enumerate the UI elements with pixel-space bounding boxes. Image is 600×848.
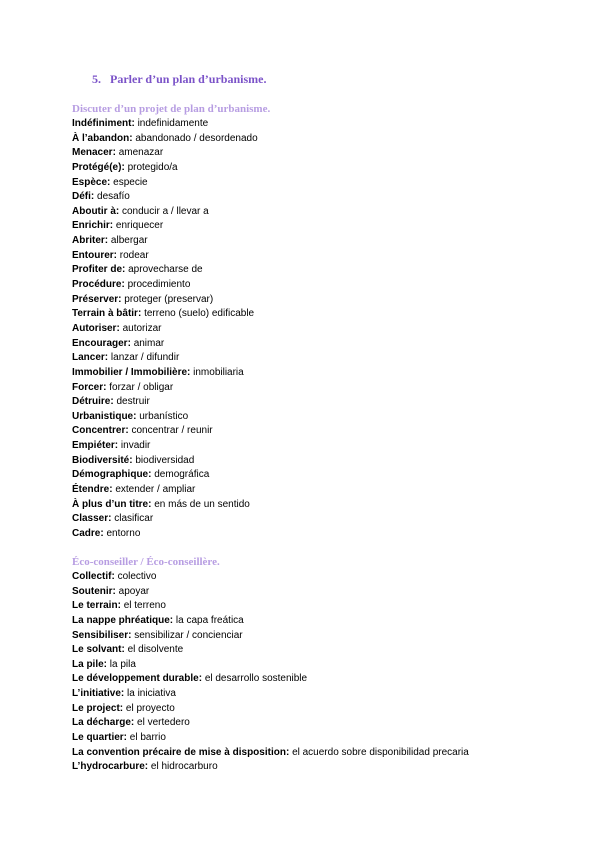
- vocabulary-entry: [72, 454, 592, 469]
- entry-translation: demográfica: [154, 469, 210, 481]
- entry-term: Le développement durable:: [72, 673, 203, 685]
- entry-translation: la iniciativa: [127, 688, 176, 700]
- entry-translation: clasificar: [114, 513, 154, 525]
- entry-term: Autoriser:: [72, 322, 120, 334]
- vocabulary-entry: [72, 585, 592, 600]
- vocabulary-entry: [72, 658, 592, 673]
- entry-term: Menacer:: [72, 147, 116, 159]
- entry-term: Biodiversité:: [72, 454, 133, 466]
- entry-term: Le solvant:: [72, 644, 125, 656]
- vocabulary-list: [72, 570, 592, 775]
- vocabulary-entry: [72, 760, 592, 775]
- vocabulary-section-eco-advisor: [72, 554, 592, 775]
- entry-translation: inmobiliaria: [193, 366, 244, 378]
- entry-translation: desafío: [97, 191, 130, 203]
- vocabulary-list: [72, 117, 592, 542]
- section-title: Discuter d’un projet de plan d’urbanisme.: [72, 103, 271, 115]
- entry-term: À l’abandon:: [72, 132, 133, 144]
- vocabulary-entry: [72, 731, 592, 746]
- vocabulary-entry: [72, 716, 592, 731]
- section-title: Éco-conseiller / Éco-conseillère.: [72, 556, 220, 568]
- vocabulary-entry: [72, 512, 592, 527]
- entry-term: Détruire:: [72, 396, 114, 408]
- entry-term: Préserver:: [72, 293, 122, 305]
- entry-translation: el vertedero: [137, 717, 190, 729]
- entry-translation: el barrio: [129, 732, 166, 744]
- entry-translation: indefinidamente: [137, 118, 209, 129]
- vocabulary-entry: [72, 410, 592, 425]
- vocabulary-entry: [72, 263, 592, 278]
- entry-term: Sensibiliser:: [72, 629, 132, 641]
- entry-term: Étendre:: [72, 484, 113, 496]
- vocabulary-entry: [72, 527, 592, 542]
- vocabulary-entry: [72, 439, 592, 454]
- entry-translation: protegido/a: [127, 161, 178, 173]
- vocabulary-entry: [72, 614, 592, 629]
- vocabulary-entry: [72, 337, 592, 352]
- vocabulary-entry: [72, 687, 592, 702]
- entry-translation: colectivo: [117, 571, 157, 582]
- entry-term: Forcer:: [72, 381, 107, 393]
- entry-translation: invadir: [120, 440, 151, 452]
- entry-translation: urbanístico: [139, 410, 189, 422]
- entry-translation: lanzar / difundir: [110, 352, 180, 364]
- entry-term: Le quartier:: [72, 732, 128, 744]
- entry-term: Le terrain:: [72, 600, 121, 612]
- entry-translation: el terreno: [123, 600, 166, 612]
- vocabulary-entry: [72, 629, 592, 644]
- vocabulary-entry: [72, 249, 592, 264]
- entry-term: La pile:: [72, 658, 108, 670]
- vocabulary-entry: [72, 322, 592, 337]
- entry-translation: concentrar / reunir: [131, 425, 213, 437]
- entry-translation: en más de un sentido: [154, 498, 250, 510]
- entry-term: Terrain à bâtir:: [72, 308, 142, 320]
- vocabulary-entry: [72, 746, 592, 761]
- entry-term: Collectif:: [72, 571, 115, 582]
- heading-number: 5.: [92, 72, 101, 86]
- vocabulary-entry: [72, 234, 592, 249]
- entry-translation: rodear: [119, 249, 149, 261]
- entry-translation: la pila: [109, 658, 136, 670]
- vocabulary-entry: [72, 205, 592, 220]
- entry-term: Aboutir à:: [72, 205, 120, 217]
- vocabulary-entry: [72, 424, 592, 439]
- vocabulary-entry: [72, 219, 592, 234]
- entry-term: Le project:: [72, 702, 124, 714]
- entry-translation: la capa freática: [175, 614, 244, 626]
- entry-translation: procedimiento: [127, 279, 191, 291]
- vocabulary-entry: [72, 351, 592, 366]
- entry-translation: albergar: [110, 235, 148, 247]
- entry-translation: extender / ampliar: [115, 484, 196, 496]
- entry-term: À plus d’un titre:: [72, 498, 152, 510]
- entry-term: Abriter:: [72, 235, 109, 247]
- entry-translation: el desarrollo sostenible: [204, 673, 308, 685]
- entry-translation: el disolvente: [127, 644, 184, 656]
- vocabulary-entry: [72, 366, 592, 381]
- entry-translation: el hidrocarburo: [150, 761, 218, 773]
- vocabulary-entry: [72, 643, 592, 658]
- entry-term: Soutenir:: [72, 585, 116, 597]
- vocabulary-entry: [72, 702, 592, 717]
- entry-term: L’initiative:: [72, 688, 125, 700]
- entry-term: Espèce:: [72, 176, 111, 188]
- entry-term: Empiéter:: [72, 440, 119, 452]
- entry-translation: amenazar: [118, 147, 164, 159]
- vocabulary-entry: [72, 293, 592, 308]
- entry-translation: proteger (preservar): [124, 293, 214, 305]
- vocabulary-entry: [72, 161, 592, 176]
- vocabulary-entry: [72, 146, 592, 161]
- vocabulary-entry: [72, 132, 592, 147]
- vocabulary-entry: [72, 278, 592, 293]
- entry-term: Classer:: [72, 513, 112, 525]
- vocabulary-entry: [72, 570, 592, 585]
- entry-term: Enrichir:: [72, 220, 114, 232]
- entry-term: La décharge:: [72, 717, 135, 729]
- entry-translation: biodiversidad: [135, 454, 195, 466]
- entry-term: Défi:: [72, 191, 95, 203]
- entry-translation: aprovecharse de: [128, 264, 203, 276]
- entry-translation: autorizar: [122, 322, 162, 334]
- entry-term: Lancer:: [72, 352, 109, 364]
- entry-term: Cadre:: [72, 527, 104, 539]
- entry-term: Entourer:: [72, 249, 117, 261]
- vocabulary-entry: [72, 117, 592, 132]
- entry-translation: terreno (suelo) edificable: [144, 308, 255, 320]
- vocabulary-entry: [72, 381, 592, 396]
- vocabulary-entry: [72, 176, 592, 191]
- entry-term: La nappe phréatique:: [72, 614, 174, 626]
- entry-term: Protégé(e):: [72, 161, 125, 173]
- entry-translation: sensibilizar / concienciar: [134, 629, 243, 641]
- entry-term: Profiter de:: [72, 264, 126, 276]
- entry-translation: conducir a / llevar a: [122, 205, 209, 217]
- entry-translation: el acuerdo sobre disponibilidad precaria: [292, 746, 469, 758]
- entry-term: L’hydrocarbure:: [72, 761, 149, 773]
- entry-translation: abandonado / desordenado: [135, 132, 258, 144]
- vocabulary-entry: [72, 468, 592, 483]
- entry-term: Urbanistique:: [72, 410, 137, 422]
- vocabulary-entry: [72, 395, 592, 410]
- vocabulary-section-urban-plan: [72, 101, 592, 542]
- vocabulary-entry: [72, 599, 592, 614]
- entry-term: La convention précaire de mise à disposition:: [72, 746, 290, 758]
- page-heading: [92, 72, 266, 87]
- entry-term: Encourager:: [72, 337, 131, 349]
- entry-term: Concentrer:: [72, 425, 129, 437]
- vocabulary-entry: [72, 190, 592, 205]
- entry-term: Indéfiniment:: [72, 118, 135, 129]
- entry-translation: entorno: [106, 527, 141, 539]
- entry-term: Démographique:: [72, 469, 152, 481]
- entry-translation: animar: [133, 337, 165, 349]
- entry-translation: forzar / obligar: [109, 381, 174, 393]
- vocabulary-entry: [72, 672, 592, 687]
- vocabulary-entry: [72, 307, 592, 322]
- vocabulary-entry: [72, 483, 592, 498]
- entry-term: Procédure:: [72, 279, 125, 291]
- vocabulary-entry: [72, 498, 592, 513]
- entry-translation: el proyecto: [125, 702, 175, 714]
- entry-translation: enriquecer: [115, 220, 164, 232]
- entry-translation: especie: [113, 176, 148, 188]
- heading-title: Parler d’un plan d’urbanisme.: [110, 72, 267, 86]
- entry-translation: destruir: [116, 396, 150, 408]
- entry-term: Immobilier / Immobilière:: [72, 366, 191, 378]
- entry-translation: apoyar: [118, 585, 150, 597]
